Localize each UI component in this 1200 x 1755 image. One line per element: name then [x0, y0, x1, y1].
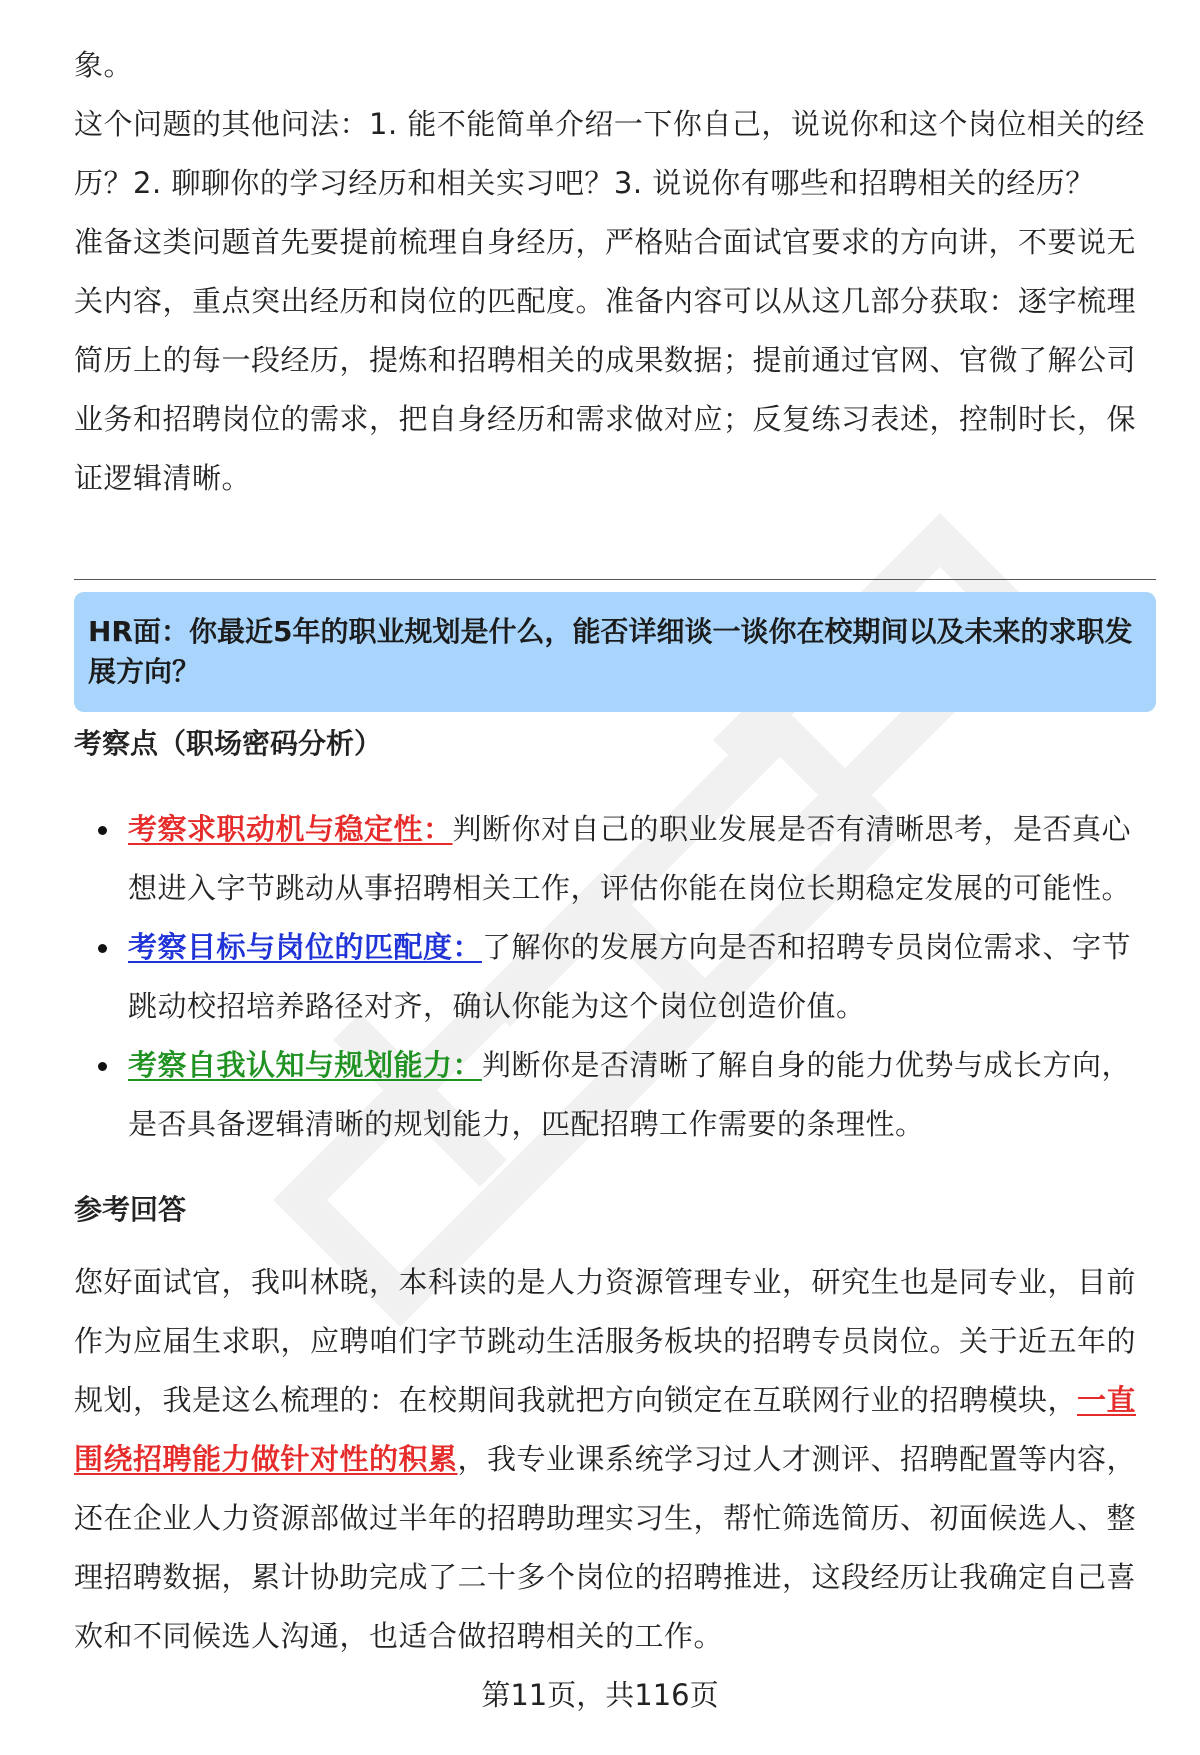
intro-paragraph-1: 象。	[74, 48, 134, 82]
intro-paragraph-2: 这个问题的其他问法：1. 能不能简单介绍一下你自己，说说你和这个岗位相关的经历？2. 聊聊你的学习经历和相关实习吧？3. 说说你有哪些和招聘相关的经历？	[74, 107, 1145, 200]
exam-point	[74, 1036, 1156, 1154]
hr-question-box	[74, 592, 1156, 712]
exam-point-text: 了解你的发展方向是否和招聘专员岗位需求、字节跳动校招培养路径对齐，确认你能为这个岗位创造价值。	[128, 930, 1132, 1023]
bullet-dot-icon	[98, 1062, 107, 1071]
exam-point-text: 判断你是否清晰了解自身的能力优势与成长方向，是否具备逻辑清晰的规划能力，匹配招聘工作需要的条理性。	[128, 1048, 1132, 1141]
exam-heading: 考察点（职场密码分析）	[74, 727, 383, 760]
answer-text-start: 您好面试官，我叫林晓，本科读的是人力资源管理专业，研究生也是同专业，目前作为应届生求职，应聘咱们字节跳动生活服务板块的招聘专员岗位。关于近五年的规划，我是这么梳理的：在校期间我就把方向锁定在互联网行业的招聘模块，	[74, 1265, 1137, 1417]
intro-paragraph-3: 准备这类问题首先要提前梳理自身经历，严格贴合面试官要求的方向讲，不要说无关内容，重点突出经历和岗位的匹配度。准备内容可以从这几部分获取：逐字梳理简历上的每一段经历，提炼和招聘相关的成果数据；提前通过官网、官微了解公司业务和招聘岗位的需求，把自身经历和需求做对应；反复练习表述，控制时长，保证逻辑清晰。	[74, 225, 1137, 495]
exam-points-list	[74, 800, 1156, 1154]
hr-question: HR面：你最近5年的职业规划是什么，能否详细谈一谈你在校期间以及未来的求职发展方向？	[88, 615, 1133, 688]
exam-point-text: 判断你对自己的职业发展是否有清晰思考，是否真心想进入字节跳动从事招聘相关工作，评估你能在岗位长期稳定发展的可能性。	[128, 812, 1132, 905]
bullet-dot-icon	[98, 826, 107, 835]
bullet-dot-icon	[98, 944, 107, 953]
exam-point-label: 考察自我认知与规划能力：	[128, 1048, 483, 1082]
answer-text-end: ，我专业课系统学习过人才测评、招聘配置等内容，还在企业人力资源部做过半年的招聘助理实习生，帮忙筛选简历、初面候选人、整理招聘数据，累计协助完成了二十多个岗位的招聘推进，这段经历让我确定自己喜欢和不同候选人沟通，也适合做招聘相关的工作。	[74, 1442, 1137, 1653]
intro-section	[74, 36, 1156, 508]
exam-point-label: 考察目标与岗位的匹配度：	[128, 930, 483, 964]
answer-section	[74, 1253, 1156, 1666]
page-number-footer: 第11页，共116页	[481, 1678, 719, 1712]
answer-highlight: 一直围绕招聘能力做针对性的积累	[74, 1383, 1137, 1476]
answer-paragraph	[74, 1253, 1156, 1666]
section-divider	[74, 579, 1156, 580]
exam-point	[74, 918, 1156, 1036]
exam-point-label: 考察求职动机与稳定性：	[128, 812, 453, 846]
answer-heading: 参考回答	[74, 1193, 187, 1226]
exam-point	[74, 800, 1156, 918]
